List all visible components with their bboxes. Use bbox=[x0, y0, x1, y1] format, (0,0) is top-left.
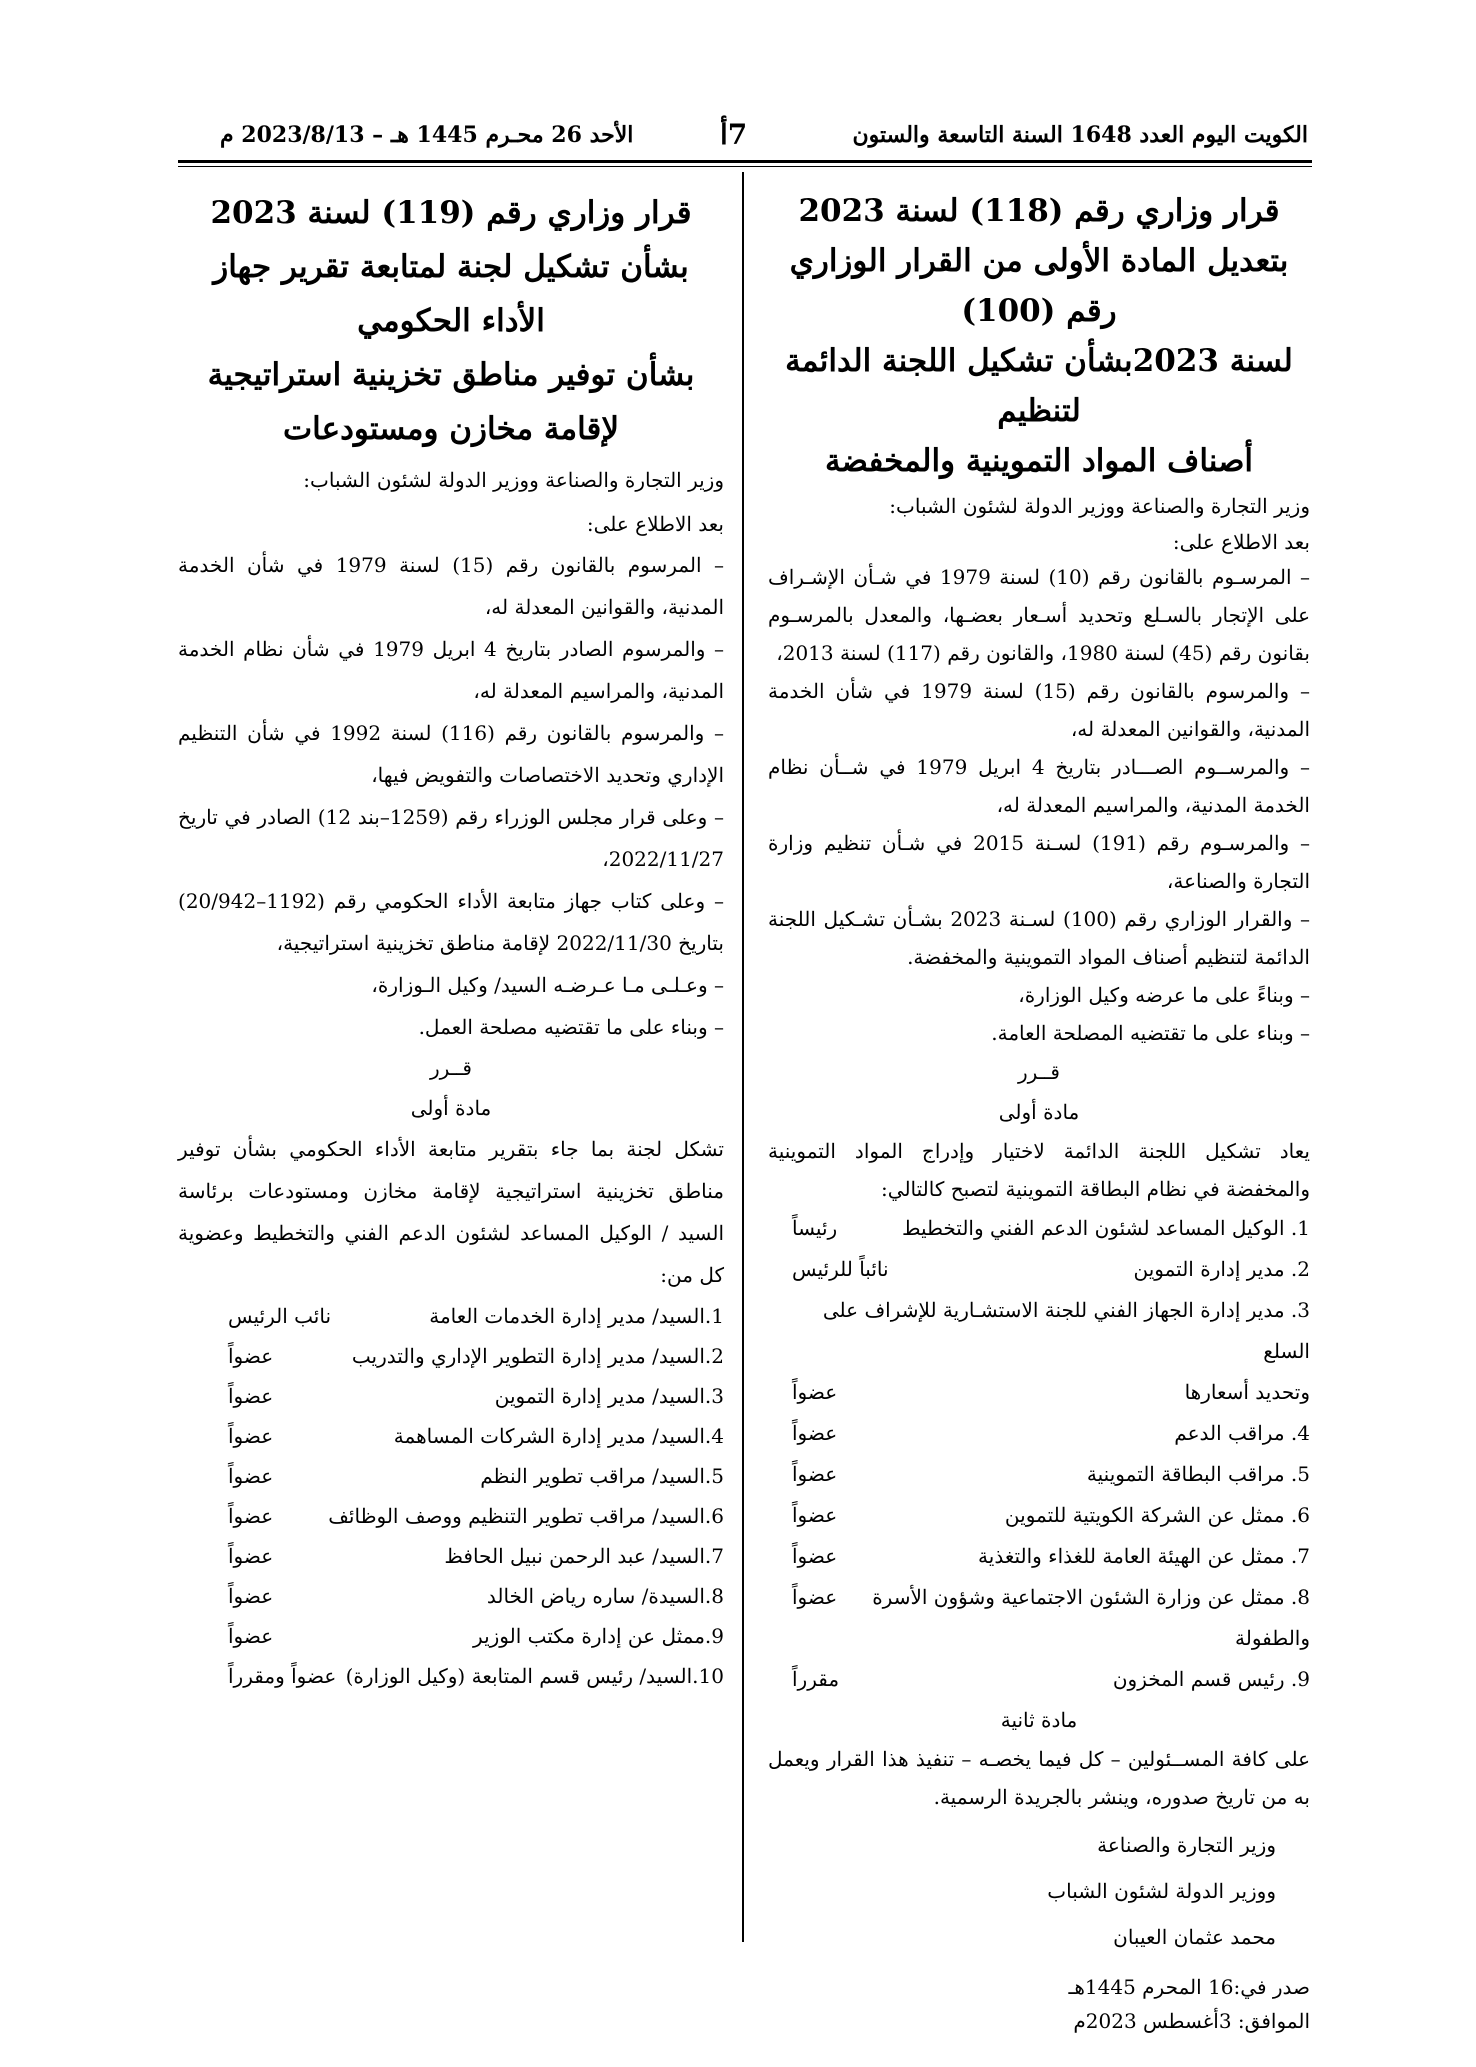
decision-118-subtitle-2: لسنة 2023بشأن تشكيل اللجنة الدائمة لتنظيم bbox=[785, 343, 1293, 429]
member-role: عضواً bbox=[228, 1424, 274, 1448]
decision-119-title: قرار وزاري رقم (119) لسنة 2023 bbox=[210, 195, 692, 231]
list-item bbox=[768, 1454, 1310, 1495]
list-item bbox=[768, 1372, 1310, 1413]
list-item bbox=[768, 1536, 1310, 1577]
decision-119-issuer: وزير التجارة والصناعة ووزير الدولة لشئون الشباب: bbox=[303, 468, 724, 492]
list-item bbox=[768, 1208, 1310, 1249]
decision-118-article-2-heading: مادة ثانية bbox=[1000, 1708, 1078, 1732]
member-name: 7. ممثل عن الهيئة العامة للغذاء والتغذية bbox=[978, 1544, 1310, 1568]
list-item bbox=[178, 1656, 724, 1696]
list-item bbox=[178, 1416, 724, 1456]
member-role: عضواً bbox=[228, 1544, 274, 1568]
decision-118-recital-6: – وبناءً على ما عرضه وكيل الوزارة، bbox=[1018, 983, 1310, 1007]
header-page-number: 7أ bbox=[720, 118, 748, 151]
decision-118-issuer: وزير التجارة والصناعة ووزير الدولة لشئون الشباب: bbox=[889, 494, 1310, 518]
member-name: 2.السيد/ مدير إدارة التطوير الإداري والتدريب bbox=[351, 1344, 724, 1368]
member-role: عضواً bbox=[228, 1464, 274, 1488]
decision-119-having-reviewed: بعد الاطلاع على: bbox=[586, 512, 724, 536]
issue-date-block bbox=[768, 1970, 1310, 2038]
decision-118-having-reviewed: بعد الاطلاع على: bbox=[1172, 530, 1310, 554]
member-name: 9.ممثل عن إدارة مكتب الوزير bbox=[473, 1624, 724, 1648]
decision-118-recital-3: – والمرســوم الصـــادر بتاريخ 4 ابريل 1979 في شــأن نظام الخدمة المدنية، والمراسيم المعدلة له، bbox=[768, 755, 1310, 817]
header-rule bbox=[178, 160, 1312, 163]
member-role: عضواً bbox=[228, 1344, 274, 1368]
member-role bbox=[768, 1290, 792, 1372]
list-item bbox=[178, 1496, 724, 1536]
decision-119-members-list bbox=[178, 1296, 724, 1696]
member-role: عضواً bbox=[792, 1380, 838, 1404]
member-name: 8.السيدة/ ساره رياض الخالد bbox=[486, 1584, 724, 1608]
member-name: 1. الوكيل المساعد لشئون الدعم الفني والتخطيط bbox=[901, 1216, 1310, 1240]
decision-119-column bbox=[178, 172, 724, 1696]
decision-119-article-1-text: تشكل لجنة بما جاء بتقرير متابعة الأداء الحكومي بشأن توفير مناطق تخزينية استراتيجية لإقامة مخازن ومستودعات برئاسة السيد / الوكيل المساعد لشئون الدعم الفني والتخطيط وعضوية كل من: bbox=[178, 1137, 724, 1287]
column-divider bbox=[742, 172, 744, 1942]
member-role: مقرراً bbox=[792, 1667, 840, 1691]
header-date: الأحد 26 محـرم 1445 هـ – 2023/8/13 م bbox=[220, 122, 634, 148]
member-role: عضواً bbox=[792, 1585, 838, 1609]
member-role: عضواً bbox=[228, 1504, 274, 1528]
member-name: 2. مدير إدارة التموين bbox=[1133, 1257, 1310, 1281]
member-name: وتحديد أسعارها bbox=[1184, 1380, 1310, 1404]
list-item bbox=[768, 1290, 1310, 1372]
decision-119-recital-3: – والمرسوم بالقانون رقم (116) لسنة 1992 في شأن التنظيم الإداري وتحديد الاختصاصات والتفويض فيها، bbox=[178, 721, 724, 787]
decision-119-subtitle-3: لإقامة مخازن ومستودعات bbox=[282, 411, 620, 447]
list-item bbox=[178, 1336, 724, 1376]
decision-119-recital-2: – والمرسوم الصادر بتاريخ 4 ابريل 1979 في شأن نظام الخدمة المدنية، والمراسيم المعدلة له، bbox=[178, 637, 724, 703]
member-role: عضواً bbox=[228, 1624, 274, 1648]
signatory-title-2: ووزير الدولة لشئون الشباب bbox=[1047, 1879, 1276, 1903]
member-name: 1.السيد/ مدير إدارة الخدمات العامة bbox=[429, 1304, 724, 1328]
decision-118-article-1-heading: مادة أولى bbox=[998, 1100, 1080, 1124]
decision-119-recital-6: – وعـلـى مـا عـرضـه السيد/ وكيل الـوزارة، bbox=[371, 973, 724, 997]
decision-118-article-1-text: يعاد تشكيل اللجنة الدائمة لاختيار وإدراج المواد التموينية والمخفضة في نظام البطاقة التموينية لتصبح كالتالي: bbox=[768, 1139, 1310, 1201]
decision-119-recital-4: – وعلى قرار مجلس الوزراء رقم (1259–بند 12) الصادر في تاريخ 2022/11/27، bbox=[178, 805, 724, 871]
member-role: عضواً bbox=[228, 1384, 274, 1408]
decision-118-recital-1: – المرسـوم بالقانون رقم (10) لسنة 1979 في شـأن الإشـراف على الإتجار بالسـلع وتحديد أسـعار بعضـها، والمعدل بالمرسـوم بقانون رقم (45) لسنة 1980، والقانون رقم (117) لسنة 2013، bbox=[768, 565, 1310, 665]
decision-118-article-2-text: على كافة المســئولين – كل فيما يخصـه – تنفيذ هذا القرار ويعمل به من تاريخ صدوره، وينشر بالجريدة الرسمية. bbox=[768, 1747, 1310, 1809]
member-role: عضواً bbox=[792, 1462, 838, 1486]
header-issue: الكويت اليوم العدد 1648 السنة التاسعة والستون bbox=[852, 122, 1308, 148]
list-item bbox=[178, 1536, 724, 1576]
member-name: 8. ممثل عن وزارة الشئون الاجتماعية وشؤون الأسرة والطفولة bbox=[872, 1585, 1310, 1650]
member-name: 4. مراقب الدعم bbox=[1174, 1421, 1310, 1445]
member-name: 9. رئيس قسم المخزون bbox=[1112, 1667, 1310, 1691]
decision-119-article-1-heading: مادة أولى bbox=[410, 1096, 492, 1120]
signatory-title-1: وزير التجارة والصناعة bbox=[1097, 1833, 1276, 1857]
decision-118-subtitle-1: بتعديل المادة الأولى من القرار الوزاري رقم (100) bbox=[789, 243, 1289, 329]
member-role: عضواً bbox=[792, 1503, 838, 1527]
decision-118-subtitle-3: أصناف المواد التموينية والمخفضة bbox=[824, 443, 1254, 479]
list-item bbox=[768, 1659, 1310, 1700]
list-item bbox=[178, 1616, 724, 1656]
list-item bbox=[178, 1376, 724, 1416]
signature-block bbox=[768, 1822, 1310, 1960]
list-item bbox=[178, 1576, 724, 1616]
member-role: عضواً ومقرراً bbox=[228, 1664, 337, 1688]
decision-118-recital-2: – والمرسوم بالقانون رقم (15) لسنة 1979 في شأن الخدمة المدنية، والقوانين المعدلة له، bbox=[768, 679, 1310, 741]
member-name: 10.السيد/ رئيس قسم المتابعة (وكيل الوزارة) bbox=[345, 1664, 724, 1688]
decision-118-members-list bbox=[768, 1208, 1310, 1700]
list-item bbox=[768, 1577, 1310, 1659]
decision-119-subtitle-1: بشأن تشكيل لجنة لمتابعة تقرير جهاز الأداء الحكومي bbox=[213, 249, 689, 339]
decision-118-decided: قــرر bbox=[1018, 1060, 1060, 1084]
list-item bbox=[768, 1249, 1310, 1290]
decision-119-recital-1: – المرسوم بالقانون رقم (15) لسنة 1979 في شأن الخدمة المدنية، والقوانين المعدلة له، bbox=[178, 553, 724, 619]
page-header bbox=[180, 118, 1308, 160]
member-name: 6. ممثل عن الشركة الكويتية للتموين bbox=[1004, 1503, 1310, 1527]
list-item bbox=[768, 1413, 1310, 1454]
member-name: 5.السيد/ مراقب تطوير النظم bbox=[480, 1464, 724, 1488]
list-item bbox=[768, 1495, 1310, 1536]
decision-118-column bbox=[768, 172, 1310, 2038]
decision-119-decided: قــرر bbox=[430, 1056, 472, 1080]
member-role: رئيساً bbox=[792, 1216, 838, 1240]
member-role: عضواً bbox=[228, 1584, 274, 1608]
member-role: نائب الرئيس bbox=[228, 1304, 332, 1328]
member-name: 7.السيد/ عبد الرحمن نبيل الحافظ bbox=[444, 1544, 724, 1568]
decision-119-recital-5: – وعلى كتاب جهاز متابعة الأداء الحكومي رقم (1192–20/942) بتاريخ 2022/11/30 لإقامة مناطق تخزينية استراتيجية، bbox=[178, 889, 724, 955]
member-name: 6.السيد/ مراقب تطوير التنظيم ووصف الوظائف bbox=[328, 1504, 724, 1528]
decision-119-subtitle-2: بشأن توفير مناطق تخزينية استراتيجية bbox=[207, 357, 695, 393]
member-name: 3.السيد/ مدير إدارة التموين bbox=[494, 1384, 724, 1408]
list-item bbox=[178, 1296, 724, 1336]
header-rule-thin bbox=[178, 166, 1312, 167]
signatory-name: محمد عثمان العيبان bbox=[1113, 1925, 1276, 1949]
decision-118-recital-5: – والقرار الوزاري رقم (100) لسـنة 2023 بشـأن تشـكيل اللجنة الدائمة لتنظيم أصناف المواد التموينية والمخفضة. bbox=[768, 907, 1310, 969]
issued-date-gregorian: الموافق: 3أغسطس 2023م bbox=[1073, 2009, 1310, 2033]
member-name: 4.السيد/ مدير إدارة الشركات المساهمة bbox=[393, 1424, 724, 1448]
member-role: عضواً bbox=[792, 1421, 838, 1445]
member-role: نائباً للرئيس bbox=[792, 1257, 889, 1281]
member-role: عضواً bbox=[792, 1544, 838, 1568]
member-name: 3. مدير إدارة الجهاز الفني للجنة الاستشـارية للإشراف على السلع bbox=[822, 1298, 1310, 1363]
decision-118-recital-4: – والمرسـوم رقم (191) لسـنة 2015 في شـأن تنظيم وزارة التجارة والصناعة، bbox=[768, 831, 1310, 893]
list-item bbox=[178, 1456, 724, 1496]
member-name: 5. مراقب البطاقة التموينية bbox=[1086, 1462, 1310, 1486]
decision-118-recital-7: – وبناء على ما تقتضيه المصلحة العامة. bbox=[991, 1021, 1310, 1045]
decision-119-recital-7: – وبناء على ما تقتضيه مصلحة العمل. bbox=[418, 1015, 724, 1039]
issued-date-hijri: صدر في:16 المحرم 1445هـ bbox=[1068, 1975, 1310, 1999]
decision-118-title: قرار وزاري رقم (118) لسنة 2023 bbox=[798, 193, 1280, 229]
